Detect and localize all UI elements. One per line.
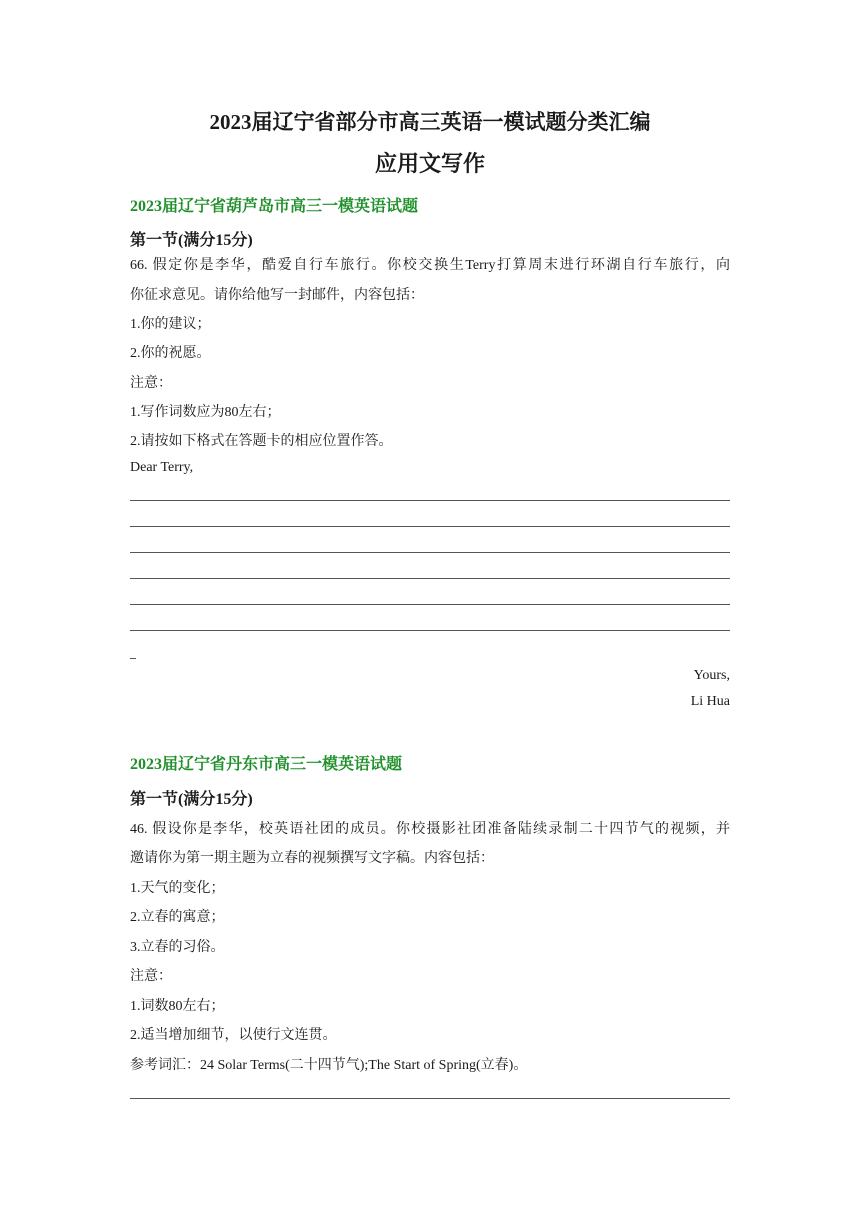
answer-line [130,604,730,605]
answer-line [130,578,730,579]
prompt-text-continued: 你征求意见。请你给他写一封邮件，内容包括： [130,288,424,303]
document-subtitle: 应用文写作 [374,151,485,176]
answer-line [130,630,730,631]
note-item: 1.词数80左右； [130,999,225,1014]
letter-closing: Yours, [693,668,730,683]
note-label: 注意： [130,969,172,984]
prompt-text: 66. 假定你是李华，酷爱自行车旅行。你校交换生Terry打算周末进行环湖自行车旅行，向 [130,258,730,273]
content-item: 3.立春的习俗。 [130,940,225,955]
part-heading: 第一节(满分15分) [130,232,253,249]
section-heading-huludao: 2023届辽宁省葫芦岛市高三一模英语试题 [130,198,419,215]
content-item: 2.立春的寓意； [130,910,225,925]
letter-signature: Li Hua [690,694,730,709]
note-item: 1.写作词数应为80左右； [130,405,281,420]
section-heading-dandong: 2023届辽宁省丹东市高三一模英语试题 [130,756,403,773]
part-heading: 第一节(满分15分) [130,791,253,808]
content-item: 2.你的祝愿。 [130,346,211,361]
answer-line [130,526,730,527]
prompt-text-continued: 邀请你为第一期主题为立春的视频撰写文字稿。内容包括： [130,851,494,866]
content-item: 1.你的建议； [130,317,211,332]
note-item: 2.请按如下格式在答题卡的相应位置作答。 [130,434,393,449]
answer-line [130,1098,730,1099]
document-title: 2023届辽宁省部分市高三英语一模试题分类汇编 [209,110,651,134]
answer-line [130,500,730,501]
vocabulary-reference: 参考词汇：24 Solar Terms(二十四节气);The Start of Spring(立春)。 [130,1058,528,1073]
answer-line-end [130,658,136,659]
letter-greeting: Dear Terry, [130,460,194,475]
prompt-text: 46. 假设你是李华，校英语社团的成员。你校摄影社团准备陆续录制二十四节气的视频，并 [130,822,730,837]
note-label: 注意： [130,376,172,391]
content-item: 1.天气的变化； [130,881,225,896]
note-item: 2.适当增加细节，以使行文连贯。 [130,1028,337,1043]
answer-line [130,552,730,553]
